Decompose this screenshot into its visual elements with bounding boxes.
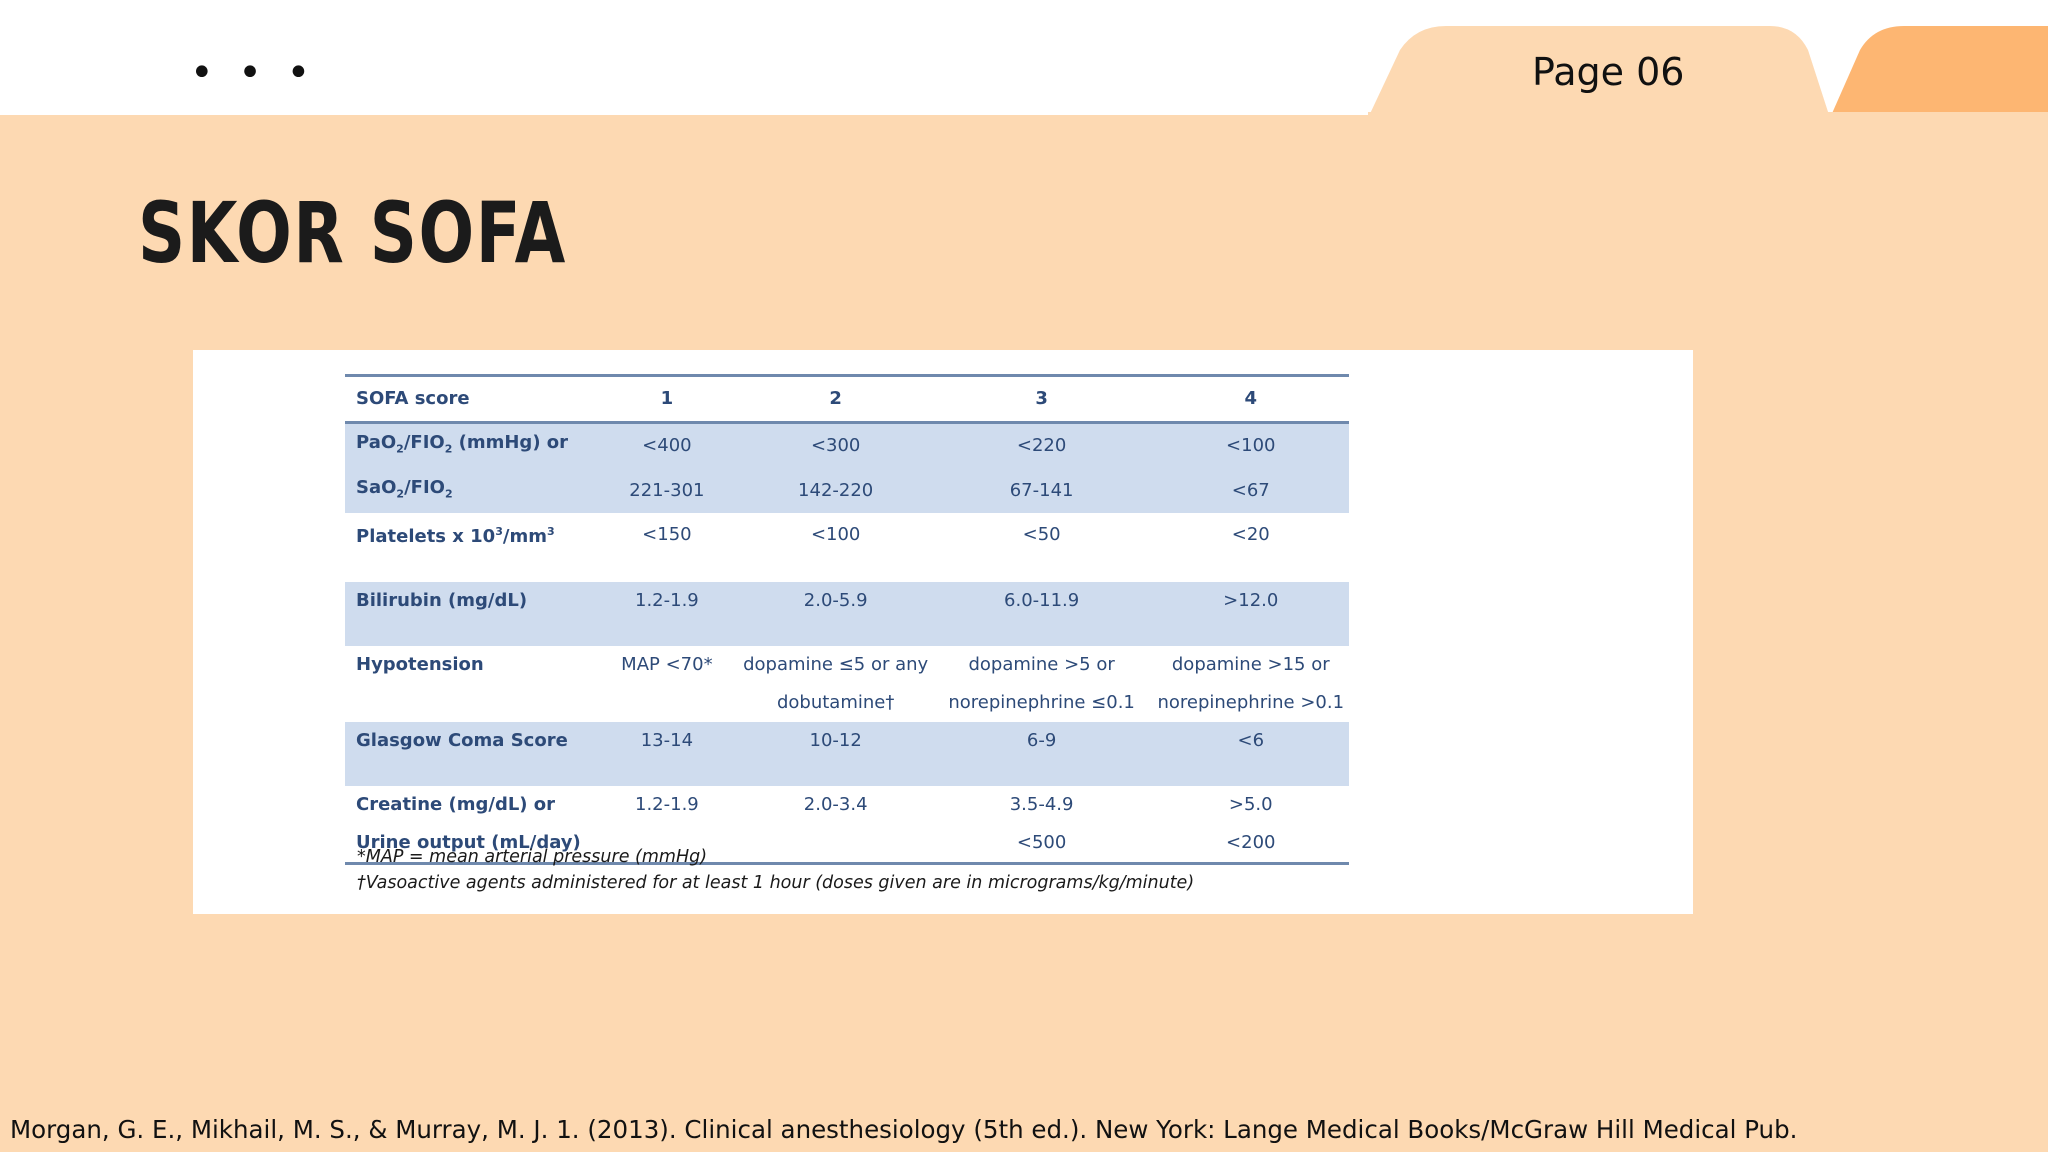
- sofa-table: [345, 374, 1349, 865]
- table-cell: <20: [1231, 523, 1270, 545]
- table-cell: norepinephrine >0.1: [1157, 692, 1345, 714]
- table-cell: [741, 760, 931, 786]
- table-row: [345, 423, 1349, 469]
- table-cell: dopamine >5 or: [968, 654, 1115, 676]
- table-cell: <400: [593, 423, 740, 469]
- row-label: [345, 556, 593, 582]
- table-cell: <100: [810, 523, 861, 545]
- row-label: $SaO_2/FIO_2$: [345, 469, 593, 514]
- table-cell: [931, 556, 1153, 582]
- table-cell: 6-9: [931, 722, 1153, 760]
- table-cell: 221-301: [593, 469, 740, 514]
- row-label: Creatine (mg/dL) or: [356, 794, 556, 816]
- table-cell: 142-220: [741, 469, 931, 514]
- header-cell: 1: [593, 376, 740, 423]
- table-cell: 1.2-1.9: [593, 582, 740, 620]
- table-cell: 1.2-1.9: [635, 794, 699, 816]
- table-row: [345, 646, 1349, 684]
- table-cell: [593, 620, 740, 646]
- table-cell: <300: [741, 423, 931, 469]
- header-cell: SOFA score: [345, 376, 593, 423]
- table-cell: [1153, 760, 1349, 786]
- table-cell: [741, 620, 931, 646]
- slide-title: SKOR SOFA: [138, 184, 567, 282]
- table-cell: [593, 760, 740, 786]
- table-body: [345, 423, 1349, 864]
- table-cell: 2.0-3.4: [803, 794, 868, 816]
- sofa-table-figure: [193, 350, 1693, 914]
- table-cell: <50: [1022, 523, 1061, 545]
- table-cell: >12.0: [1153, 582, 1349, 620]
- table-header-row: [345, 376, 1349, 423]
- table-row: [345, 722, 1349, 760]
- accent-tab: [1830, 26, 2048, 118]
- table-row: [345, 556, 1349, 582]
- footnote: *MAP = mean arterial pressure (mmHg): [357, 847, 708, 867]
- table-cell: [593, 556, 740, 582]
- table-cell: [1153, 620, 1349, 646]
- row-label: Bilirubin (mg/dL): [345, 582, 593, 620]
- table-cell: <500: [931, 824, 1153, 864]
- header-cell: 3: [931, 376, 1153, 423]
- table-cell: <200: [1153, 824, 1349, 864]
- footnote: †Vasoactive agents administered for at least 1 hour (doses given are in micrograms/kg/minute): [357, 873, 1195, 893]
- row-label: Glasgow Coma Score: [345, 722, 593, 760]
- table-cell: dopamine ≤5 or any: [743, 654, 929, 676]
- table-row: [345, 760, 1349, 786]
- row-label: Hypotension: [356, 654, 484, 676]
- table-row: [345, 513, 1349, 556]
- table-cell: [931, 760, 1153, 786]
- page-number-label: Page 06: [1532, 50, 1685, 94]
- row-label: Urine output (mL/day): [345, 824, 593, 864]
- row-label: [345, 760, 593, 786]
- table-cell: dobutamine†: [776, 692, 895, 714]
- table-cell: <6: [1153, 722, 1349, 760]
- table-cell: 2.0-5.9: [741, 582, 931, 620]
- table-cell: <100: [1153, 423, 1349, 469]
- table-cell: 67-141: [931, 469, 1153, 514]
- row-label: Platelets x $10^3/mm^3$: [356, 525, 555, 548]
- table-footnotes: [357, 844, 1194, 896]
- table-cell: 6.0-11.9: [931, 582, 1153, 620]
- row-label: $PaO_2/FIO_2$ (mmHg) or: [345, 423, 593, 469]
- table-cell: [593, 684, 740, 722]
- table-cell: <220: [931, 423, 1153, 469]
- table-row: [345, 469, 1349, 514]
- table-cell: 3.5-4.9: [1009, 794, 1074, 816]
- table-row: [345, 786, 1349, 824]
- table-row: [345, 684, 1349, 722]
- table-cell: [1153, 556, 1349, 582]
- table-cell: [741, 556, 931, 582]
- table-cell: >5.0: [1228, 794, 1273, 816]
- row-label: [345, 620, 593, 646]
- table-cell: MAP <70*: [621, 654, 713, 676]
- table-row: [345, 620, 1349, 646]
- table-row: [345, 582, 1349, 620]
- table-cell: [931, 620, 1153, 646]
- header-cell: 4: [1153, 376, 1349, 423]
- citation: Morgan, G. E., Mikhail, M. S., & Murray, M. J. 1. (2013). Clinical anesthesiology (5th ed.). New York: Lange Medical Books/McGraw Hill Medical Pub.: [10, 1115, 1798, 1144]
- table-cell: 13-14: [593, 722, 740, 760]
- table-cell: <67: [1153, 469, 1349, 514]
- table-cell: 10-12: [741, 722, 931, 760]
- table-cell: dopamine >15 or: [1171, 654, 1330, 676]
- menu-dots-icon[interactable]: • • •: [190, 50, 317, 96]
- header-cell: 2: [741, 376, 931, 423]
- table-cell: <150: [642, 523, 692, 545]
- table-cell: norepinephrine ≤0.1: [948, 692, 1135, 714]
- row-label: [345, 684, 593, 722]
